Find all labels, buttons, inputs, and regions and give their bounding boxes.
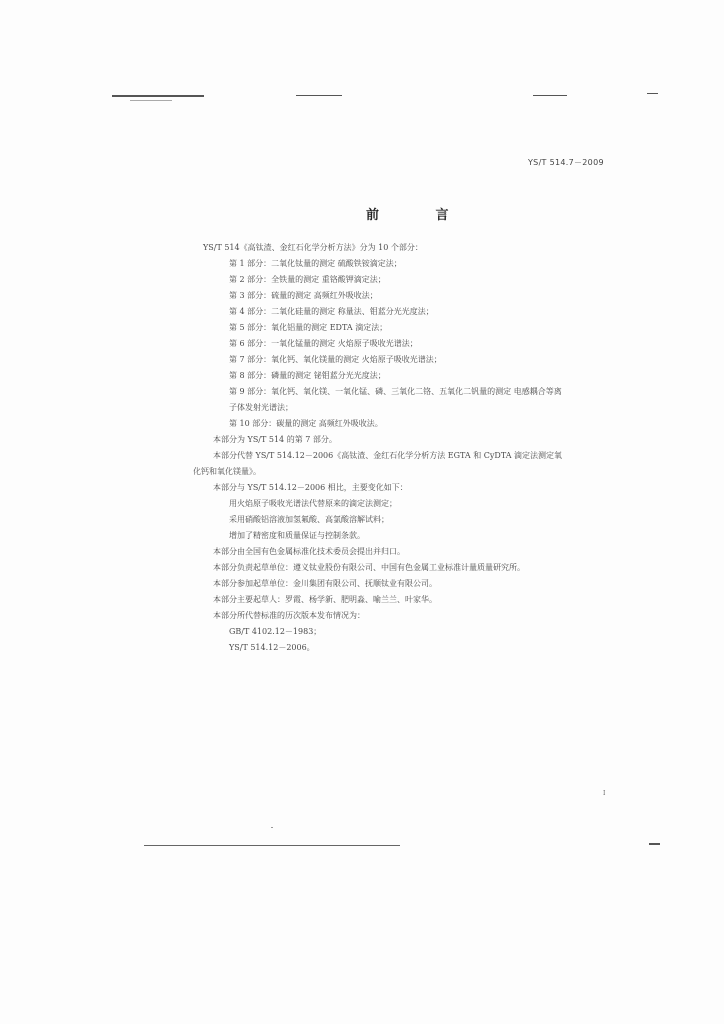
footer-rule-1	[144, 845, 400, 846]
header-rule-1	[112, 95, 204, 97]
standard-number: YS/T 514.7－2009	[528, 158, 604, 167]
preface-line: 本部分主要起草人：罗霞、杨学新、肥明淼、喻兰兰、叶家华。	[213, 595, 437, 604]
preface-line: 第 9 部分：氧化钙、氧化镁、一氧化锰、磷、三氧化二铬、五氧化二钒量的测定 电感耦合等离	[229, 387, 562, 396]
preface-line: 本部分与 YS/T 514.12－2006 相比，主要变化如下：	[213, 483, 408, 492]
preface-line: 第 6 部分：一氧化锰量的测定 火焰原子吸收光谱法；	[229, 339, 418, 348]
header-rule-4	[533, 95, 567, 96]
preface-line: 本部分所代替标准的历次版本发布情况为：	[213, 611, 365, 620]
header-rule-3	[296, 95, 342, 96]
preface-line: GB/T 4102.12－1983；	[229, 627, 322, 636]
preface-line: 第 1 部分：二氧化钛量的测定 硫酸铁铵滴定法；	[229, 259, 402, 268]
preface-line: YS/T 514《高钛渣、金红石化学分析方法》分为 10 个部分：	[203, 243, 423, 252]
preface-line: 第 5 部分：氧化铝量的测定 EDTA 滴定法；	[229, 323, 388, 332]
page-title: 前 言	[366, 208, 475, 223]
preface-line: 本部分为 YS/T 514 的第 7 部分。	[213, 435, 337, 444]
page-number: I	[603, 790, 606, 797]
footer-rule-2	[649, 843, 660, 845]
preface-line: 本部分由全国有色金属标准化技术委员会提出并归口。	[213, 547, 405, 556]
header-rule-2	[130, 100, 172, 101]
preface-line: 第 4 部分：二氧化硅量的测定 称量法、钼蓝分光光度法；	[229, 307, 434, 316]
preface-line: 本部分参加起草单位：金川集团有限公司、抚顺钛业有限公司。	[213, 579, 437, 588]
preface-line: 第 2 部分：全铁量的测定 重铬酸钾滴定法；	[229, 275, 386, 284]
preface-line: 第 10 部分：碳量的测定 高频红外吸收法。	[229, 419, 383, 428]
scan-speck	[271, 827, 273, 828]
preface-line: 用火焰原子吸收光谱法代替原来的滴定法测定；	[229, 499, 397, 508]
header-rule-5	[647, 93, 658, 94]
preface-line: 本部分代替 YS/T 514.12－2006《高钛渣、金红石化学分析方法 EGTA 和 CyDTA 滴定法测定氧	[213, 451, 563, 460]
preface-line: YS/T 514.12－2006。	[229, 643, 315, 652]
preface-line: 化钙和氧化镁量》。	[193, 467, 261, 476]
preface-line: 第 7 部分：氧化钙、氧化镁量的测定 火焰原子吸收光谱法；	[229, 355, 442, 364]
preface-line: 本部分负责起草单位：遵义钛业股份有限公司、中国有色金属工业标准计量质量研究所。	[213, 563, 525, 572]
preface-line: 增加了精密度和质量保证与控制条款。	[229, 531, 365, 540]
preface-line: 第 8 部分：磷量的测定 铋钼蓝分光光度法；	[229, 371, 386, 380]
preface-line: 采用硝酸铝溶液加氢氟酸、高氯酸溶解试料；	[229, 515, 389, 524]
preface-line: 第 3 部分：硫量的测定 高频红外吸收法；	[229, 291, 378, 300]
preface-line: 子体发射光谱法；	[229, 403, 293, 412]
